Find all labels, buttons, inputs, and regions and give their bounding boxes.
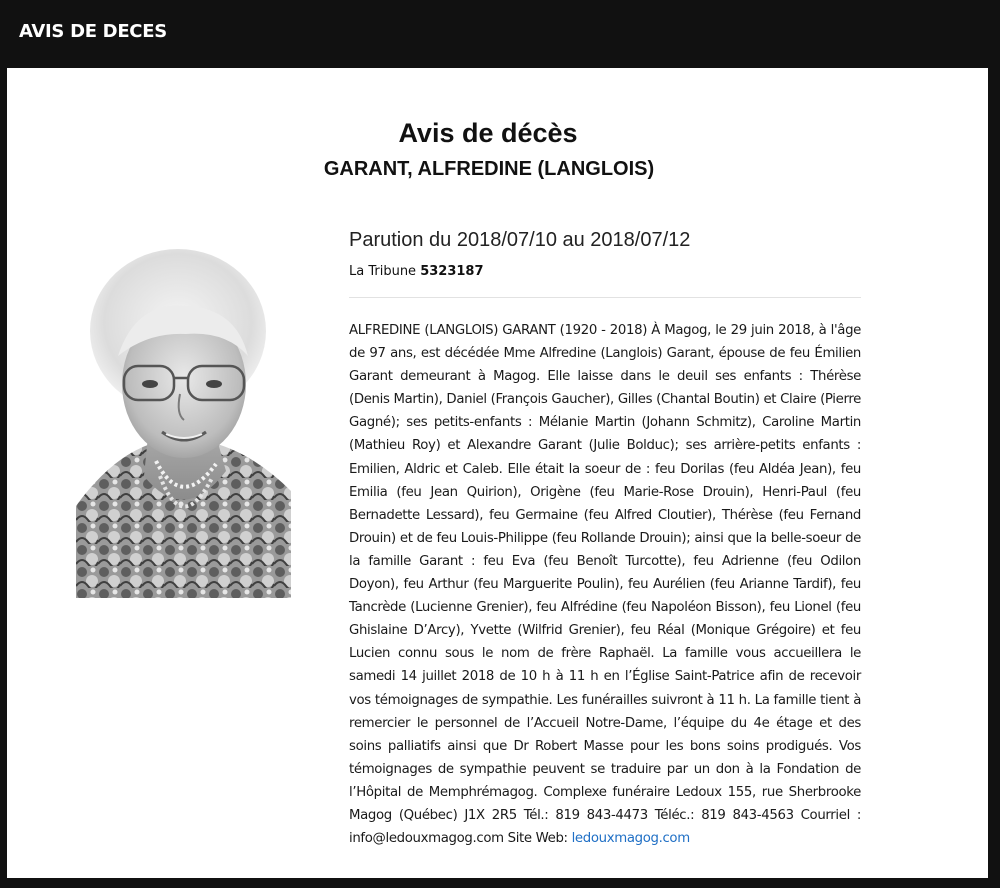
obituary-body: ALFREDINE (LANGLOIS) GARANT (1920 - 2018) À Magog, le 29 juin 2018, à l'âge de 97 ans, est décédée Mme Alfredine (Langlois) Garant, épouse de feu Émilien Garant demeurant à Magog. Elle laisse dans le deuil ses enfants : Thérèse (Denis Martin), Daniel (François Gaucher), Gilles (Chantal Boutin) et Claire (Pierre Gagné); ses petits-enfants : Mélanie Martin (Johann Schmitz), Caroline Martin (Mathieu Roy) et Alexandre Garant (Julie Bolduc); ses arrière-petits enfants : Emilien, Aldric et Caleb. Elle était la soeur de : feu Dorilas (feu Aldéa Jean), feu Emilia (feu Jean Quirion), Origène (feu Marie-Rose Drouin), Henri-Paul (feu Bernadette Lessard), feu Germaine (feu Alfred Cloutier), Thérèse (feu Fernand Drouin) et de feu Louis-Philippe (feu Rollande Drouin); ainsi que la belle-soeur de la famille Garant : feu Eva (feu Benoît Turcotte), feu Adrienne (feu Odilon Doyon), feu Arthur (feu Marguerite Poulin), feu Aurélien (feu Arianne Tardif), feu Tancrède (Lucienne Grenier), feu Alfrédine (feu Napoléon Bisson), feu Lionel (feu Ghislaine D’Arcy), Yvette (Wilfrid Grenier), feu Réal (Monique Grégoire) et feu Lucien connu sous le nom de frère Raphaël. La famille vous accueillera le samedi 14 juillet 2018 de 10 h à 11 h en l’Église Saint-Patrice afin de recevoir vos témoignages de sympathie. Les funérailles suivront à 11 h. La famille tient à remercier le personnel de l’Accueil Notre-Dame, l’équipe du 4e étage et des soins palliatifs ainsi que Dr Robert Masse pour les bons soins prodigués. Vos témoignages de sympathie peuvent se traduire par un don à la Fondation de l’Hôpital de Memphrémagog. Complexe funéraire Ledoux 155, rue Sherbrooke Magog (Québec) J1X 2R5 Tél.: 819 843-4473 Téléc.: 819 843-4563 Courriel : info@ledouxmagog.com Site Web: bbox=[349, 323, 861, 847]
divider bbox=[349, 297, 861, 298]
portrait-photo bbox=[76, 236, 291, 598]
site-title: AVIS DE DECES bbox=[19, 21, 167, 42]
obituary-text bbox=[349, 319, 861, 850]
top-bar bbox=[0, 0, 1000, 68]
publication-dates: Parution du 2018/07/10 au 2018/07/12 bbox=[349, 229, 691, 251]
deceased-name: GARANT, ALFREDINE (LANGLOIS) bbox=[323, 158, 655, 180]
portrait-image bbox=[76, 236, 291, 598]
newspaper-name: La Tribune bbox=[349, 264, 417, 279]
notice-number: 5323187 bbox=[420, 264, 484, 279]
website-link[interactable]: ledouxmagog.com bbox=[571, 831, 690, 847]
page-heading: Avis de décès bbox=[398, 118, 578, 148]
publication-source bbox=[349, 264, 484, 279]
